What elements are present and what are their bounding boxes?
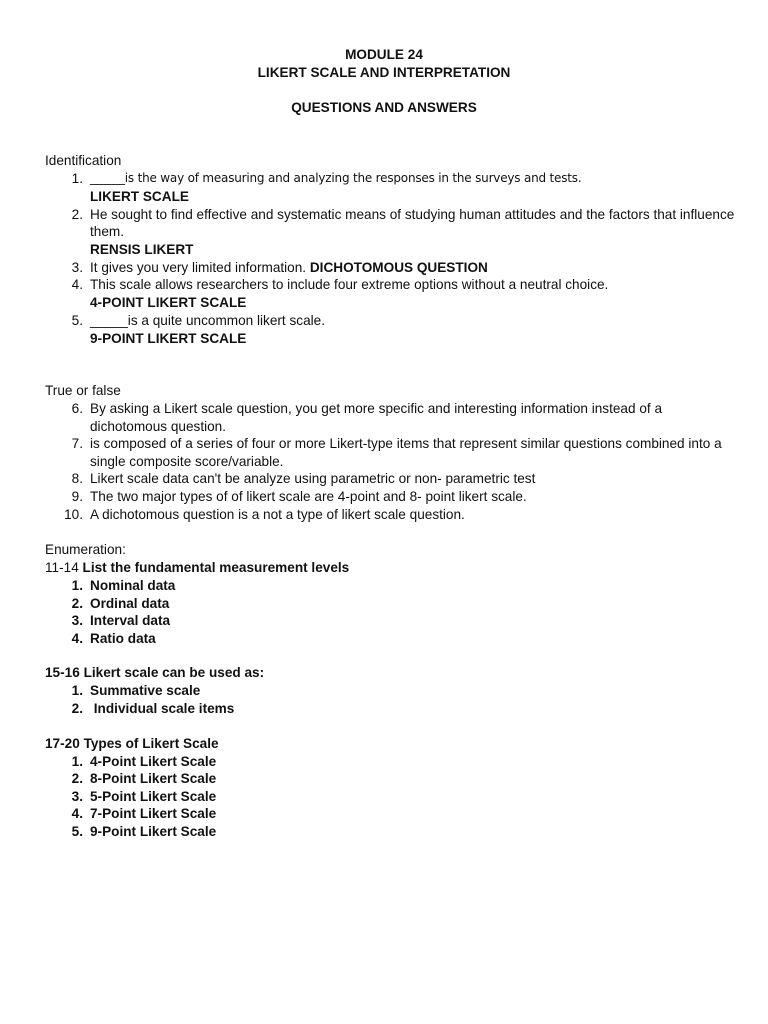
group-range: 15-16	[45, 665, 80, 681]
list-item	[45, 770, 735, 788]
item-text: Interval data	[90, 613, 171, 629]
list-item	[45, 788, 735, 806]
item-text: 9-Point Likert Scale	[90, 823, 217, 839]
group-range: 11-14	[45, 560, 79, 575]
document-header	[0, 46, 768, 117]
item-number: 2.	[71, 771, 83, 787]
list-item	[45, 470, 735, 488]
item-statement: is composed of a series of four or more Likert-type items that represent similar questions combined into a single composite score/variable.	[90, 436, 722, 469]
enumeration-group-heading	[45, 559, 735, 577]
group-heading: List the fundamental measurement levels	[82, 560, 350, 575]
item-statement: Likert scale data can't be analyze using parametric or non- parametric test	[90, 471, 536, 487]
identification-title: Identification	[45, 153, 122, 168]
list-item	[45, 400, 735, 435]
item-text: Nominal data	[90, 578, 176, 593]
item-statement: The two major types of of likert scale are 4-point and 8- point likert scale.	[90, 488, 527, 504]
item-number: 1.	[71, 171, 83, 186]
item-text: Individual scale items	[90, 700, 235, 716]
list-item	[45, 206, 735, 241]
item-number: 1.	[71, 753, 83, 769]
item-number: 3.	[71, 788, 83, 804]
item-text: Ordinal data	[90, 595, 170, 611]
page-subtitle: QUESTIONS AND ANSWERS	[291, 100, 477, 115]
enumeration-section	[45, 541, 735, 841]
item-number: 9.	[71, 488, 83, 504]
list-item	[45, 823, 735, 841]
item-number: 4.	[71, 630, 83, 646]
item-statement: A dichotomous question is a not a type of likert scale question.	[90, 506, 465, 522]
item-text: 8-Point Likert Scale	[90, 771, 217, 787]
item-question: ______is the way of measuring and analyzing the responses in the surveys and tests.	[90, 171, 582, 185]
list-item	[45, 170, 735, 188]
enumeration-title: Enumeration:	[45, 542, 126, 557]
list-item	[45, 577, 735, 595]
item-question: He sought to find effective and systematic means of studying human attitudes and the factors that influence them.	[90, 206, 735, 240]
item-answer: LIKERT SCALE	[90, 188, 189, 204]
list-item	[45, 700, 735, 718]
module-number: MODULE 24	[345, 47, 423, 62]
item-text: 4-Point Likert Scale	[90, 753, 217, 769]
item-number: 2.	[71, 595, 83, 611]
list-item	[45, 488, 735, 506]
item-text: 5-Point Likert Scale	[90, 788, 217, 804]
item-number: 5.	[71, 312, 83, 328]
group-heading: Types of Likert Scale	[83, 735, 219, 751]
list-item	[45, 805, 735, 823]
list-item	[45, 312, 735, 330]
item-number: 2.	[71, 700, 83, 716]
list-item	[45, 753, 735, 771]
item-text: Ratio data	[90, 630, 156, 646]
item-number: 5.	[71, 823, 83, 839]
enumeration-group-heading	[45, 664, 735, 682]
item-question: This scale allows researchers to include four extreme options without a neutral choice.	[90, 277, 609, 293]
item-number: 3.	[71, 613, 83, 629]
item-question: _____is a quite uncommon likert scale.	[90, 312, 325, 328]
list-item	[45, 682, 735, 700]
list-item	[45, 595, 735, 613]
item-text: Summative scale	[90, 683, 201, 699]
list-item	[45, 612, 735, 630]
list-item	[45, 276, 735, 294]
item-number: 7.	[71, 436, 83, 452]
identification-section	[45, 152, 735, 348]
list-item	[45, 506, 735, 524]
item-number: 1.	[71, 683, 83, 699]
true-false-title: True or false	[45, 383, 121, 398]
item-answer: 4-POINT LIKERT SCALE	[90, 294, 247, 310]
group-range: 17-20	[45, 735, 80, 751]
item-number: 4.	[71, 806, 83, 822]
item-question-line	[90, 259, 735, 277]
item-answer: RENSIS LIKERT	[90, 241, 194, 257]
item-statement: By asking a Likert scale question, you get more specific and interesting information instead of a dichotomous question.	[90, 401, 663, 434]
item-number: 10.	[64, 506, 83, 522]
item-number: 1.	[71, 578, 83, 593]
group-heading: Likert scale can be used as:	[83, 665, 265, 681]
item-text: 7-Point Likert Scale	[90, 806, 217, 822]
enumeration-group-heading	[45, 735, 735, 753]
item-inline-answer: DICHOTOMOUS QUESTION	[309, 259, 488, 275]
list-item	[45, 259, 735, 277]
item-question: It gives you very limited information.	[90, 259, 310, 275]
item-number: 2.	[71, 206, 83, 222]
item-number: 8.	[71, 471, 83, 487]
list-item	[45, 630, 735, 648]
item-number: 6.	[71, 401, 83, 416]
list-item	[45, 435, 735, 470]
item-number: 4.	[71, 277, 83, 293]
true-false-section	[45, 382, 735, 523]
item-answer: 9-POINT LIKERT SCALE	[90, 330, 247, 346]
module-title: LIKERT SCALE AND INTERPRETATION	[257, 65, 511, 80]
item-number: 3.	[71, 259, 83, 275]
